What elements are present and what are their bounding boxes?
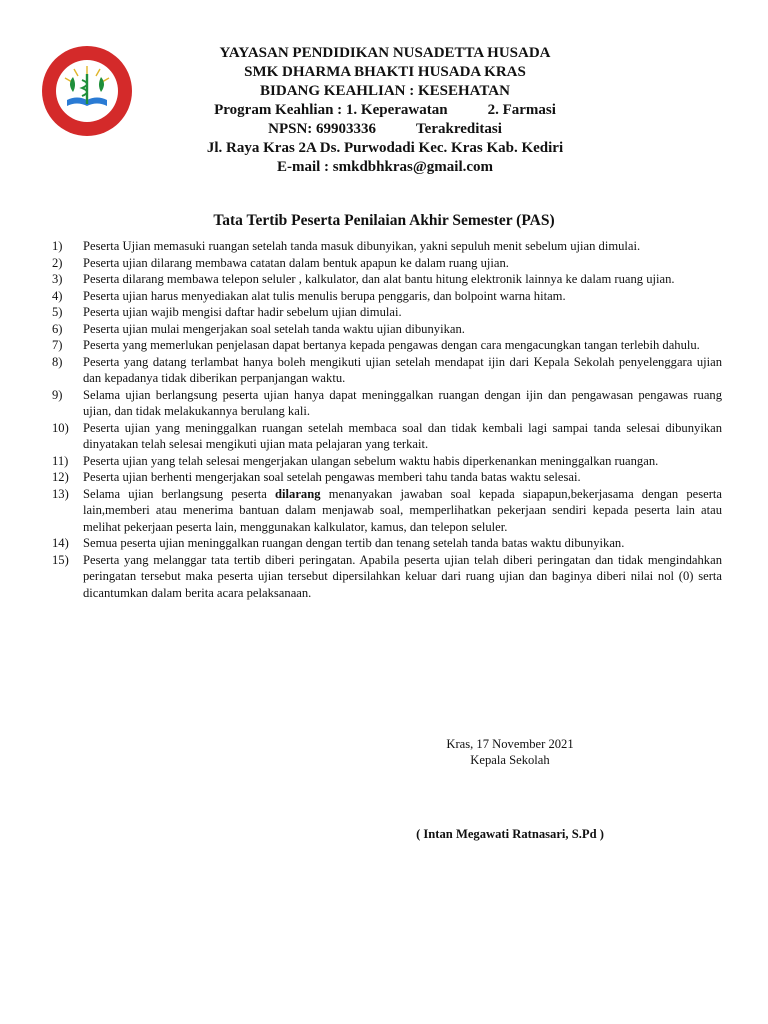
program-2: 2. Farmasi	[487, 102, 556, 118]
address: Jl. Raya Kras 2A Ds. Purwodadi Kec. Kras Kab. Kediri	[206, 140, 564, 156]
emphasis-text: dilarang	[275, 486, 321, 501]
list-item	[52, 238, 722, 255]
list-item-text: Peserta ujian yang meninggalkan ruangan setelah membaca soal dan tidak kembali lagi sampai tanda selesai dibunyikan dinyatakan telah selesai mengikuti ujian mata pelajaran yang terkait.	[83, 420, 722, 451]
school-logo	[40, 44, 134, 138]
signature-block	[400, 736, 620, 768]
list-item-number: 5)	[52, 305, 63, 319]
list-item	[52, 337, 722, 354]
document-title: Tata Tertib Peserta Penilaian Akhir Semester (PAS)	[213, 212, 555, 229]
accreditation: Terakreditasi	[416, 121, 502, 137]
field-of-expertise: BIDANG KEAHLIAN : KESEHATAN	[260, 83, 510, 99]
list-item-text: Peserta dilarang membawa telepon seluler , kalkulator, dan alat bantu hitung elektronik lainnya ke dalam ruang ujian.	[83, 272, 675, 286]
list-item	[52, 271, 722, 288]
programs	[150, 101, 620, 120]
list-item-text: Semua peserta ujian meninggalkan ruangan dengan tertib dan tenang setelah tanda batas waktu dibunyikan.	[83, 536, 625, 550]
npsn-line	[150, 120, 620, 139]
list-item-number: 12)	[52, 470, 69, 484]
list-item-number: 15)	[52, 552, 69, 567]
list-item	[52, 469, 722, 486]
list-item-number: 13)	[52, 486, 69, 501]
foundation-name: YAYASAN PENDIDIKAN NUSADETTA HUSADA	[219, 45, 551, 61]
list-item-number: 9)	[52, 387, 63, 402]
list-item	[52, 486, 722, 536]
list-item-text: Selama ujian berlangsung peserta ujian hanya dapat meninggalkan ruangan dengan ijin dan pengawasan pengawas ruang ujian, dan tidak melakukannya berulang kali.	[83, 387, 722, 418]
letterhead	[150, 44, 620, 177]
list-item-text: Peserta ujian dilarang membawa catatan dalam bentuk apapun ke dalam ruang ujian.	[83, 255, 509, 270]
list-item-text: Peserta ujian yang telah selesai mengerjakan ulangan sebelum waktu habis diperkenankan meninggalkan ruangan.	[83, 453, 659, 468]
list-item-text-part: menanyakan jawaban soal kepada siapapun,bekerjasama dengan peserta lain,memberi atau menerima bantuan dalam menjawab soal, memperlihatkan pekerjaan sendiri kepada peserta lain atau melihat pekerjaan peserta lain, menggunakan kalkulator, kamus, dan telepon seluler.	[83, 486, 722, 534]
list-item-number: 1)	[52, 239, 63, 253]
list-item	[52, 420, 722, 453]
list-item-text: Peserta yang datang terlambat hanya boleh mengikuti ujian setelah mendapat ijin dari Kepala Sekolah penyelenggara ujian dan kepadanya tidak diberikan perpanjangan waktu.	[83, 354, 722, 385]
list-item	[52, 552, 722, 602]
list-item-text	[83, 486, 722, 536]
list-item-number: 4)	[52, 288, 63, 303]
program-1: Program Keahlian : 1. Keperawatan	[214, 102, 448, 118]
list-item-number: 11)	[52, 453, 69, 468]
list-item-number: 14)	[52, 536, 69, 550]
signer-position: Kepala Sekolah	[470, 753, 550, 767]
list-item-number: 8)	[52, 354, 63, 369]
list-item	[52, 387, 722, 420]
npsn: NPSN: 69903336	[268, 121, 377, 137]
list-item-text: Peserta ujian wajib mengisi daftar hadir sebelum ujian dimulai.	[83, 305, 402, 319]
list-item-text: Peserta yang memerlukan penjelasan dapat bertanya kepada pengawas dengan cara mengacungkan tangan terlebih dahulu.	[83, 338, 700, 352]
list-item-text: Peserta ujian mulai mengerjakan soal setelah tanda waktu ujian dibunyikan.	[83, 321, 465, 336]
list-item	[52, 255, 722, 272]
list-item-number: 3)	[52, 272, 63, 286]
list-item	[52, 354, 722, 387]
email: E-mail : smkdbhkras@gmail.com	[276, 159, 494, 175]
rules-list	[52, 238, 722, 601]
list-item-text: Peserta Ujian memasuki ruangan setelah tanda masuk dibunyikan, yakni sepuluh menit sebelum ujian dimulai.	[83, 239, 641, 253]
list-item	[52, 288, 722, 305]
list-item	[52, 453, 722, 470]
list-item-text-part: Selama ujian berlangsung peserta	[83, 486, 276, 501]
list-item-text: Peserta ujian harus menyediakan alat tulis menulis berupa penggaris, dan bolpoint warna hitam.	[83, 288, 566, 303]
list-item-text: Peserta ujian berhenti mengerjakan soal setelah pengawas memberi tahu tanda batas waktu selesai.	[83, 470, 581, 484]
list-item-number: 2)	[52, 255, 63, 270]
list-item-text: Peserta yang melanggar tata tertib diberi peringatan. Apabila peserta ujian telah diberi peringatan dan tidak mengindahkan peringatan tersebut maka peserta ujian tersebut dipersilahkan keluar dari ruang ujian dan baginya diberi nilai nol (0) serta dicantumkan dalam berita acara pelaksanaan.	[83, 552, 722, 600]
list-item-number: 6)	[52, 321, 63, 336]
logo-text: KRAS	[72, 113, 102, 124]
school-name: SMK DHARMA BHAKTI HUSADA KRAS	[244, 64, 526, 80]
list-item-number: 7)	[52, 338, 63, 352]
list-item	[52, 321, 722, 338]
signer-name: ( Intan Megawati Ratnasari, S.Pd )	[416, 827, 604, 841]
list-item-number: 10)	[52, 420, 69, 435]
list-item	[52, 535, 722, 552]
list-item	[52, 304, 722, 321]
place-date: Kras, 17 November 2021	[446, 737, 574, 751]
